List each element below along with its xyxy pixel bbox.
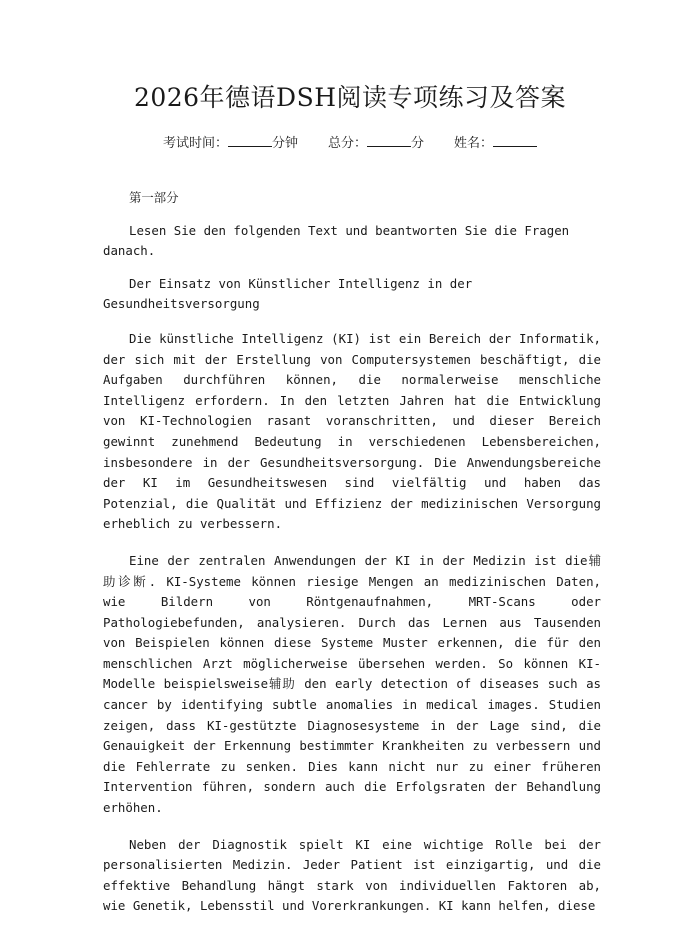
name-blank [493,134,537,147]
paragraph-2: Eine der zentralen Anwendungen der KI in der Medizin ist die辅助诊断. KI-Systeme können riesige Mengen an medizinischen Daten, wie Bildern von Röntgenaufnahmen, MRT-Scans oder Pathologiebefunden, analysieren. Durch das Lernen aus Tausenden von Beispielen können diese Systeme Muster erkennen, die für den menschlichen Arzt möglicherweise übersehen werden. So können KI-Modelle beispielsweise辅助 den early detection of diseases such as cancer by identifying subtle anomalies in medical images. Studien zeigen, dass KI-gestützte Diagnosesysteme in der Lage sind, die Genauigkeit der Erkennung bestimmter Krankheiten zu verbessern und die Fehlerrate zu senken. Dies kann nicht nur zu einer früheren Intervention führen, sondern auch die Erfolgsraten der Behandlung erhöhen. [103,552,601,816]
score-label: 总分： [327,136,367,151]
time-label: 考试时间： [162,136,228,151]
reading-text-title: Der Einsatz von Künstlicher Intelligenz in der Gesundheitsversorgung [103,275,473,312]
time-blank [228,134,272,147]
name-label: 姓名： [454,136,494,151]
section-heading: 第一部分 [129,190,179,205]
document-title: 2026年德语DSH阅读专项练习及答案 [133,83,567,112]
time-unit: 分钟 [271,136,298,151]
paragraph-3: Neben der Diagnostik spielt KI eine wichtige Rolle bei der personalisierten Medizin. Jeder Patient ist einzigartig, und die effektive Behandlung hängt stark von individuellen Faktoren ab, wie Genetik, Lebensstil und Vorerkrankungen. KI kann helfen, diese [103,836,601,914]
paragraph-1: Die künstliche Intelligenz (KI) ist ein Bereich der Informatik, der sich mit der Erstellung von Computersystemen beschäftigt, die Aufgaben durchführen können, die normalerweise menschliche Intelligenz erfordern. In den letzten Jahren hat die Entwicklung von KI-Technologien rasant voranschritten, und dieser Bereich gewinnt zunehmend Bedeutung in verschiedenen Lebensbereichen, insbesondere in der Gesundheitsversorgung. Die Anwendungsbereiche der KI im Gesundheitswesen sind vielfältig und haben das Potenzial, die Qualität und Effizienz der medizinischen Versorgung erheblich zu verbessern. [103,330,601,532]
document-body [103,188,601,933]
exam-info-line [0,132,700,151]
instruction-text: Lesen Sie den folgenden Text und beantworten Sie die Fragen danach. [103,222,570,259]
score-unit: 分 [411,136,425,151]
score-blank [367,134,411,147]
